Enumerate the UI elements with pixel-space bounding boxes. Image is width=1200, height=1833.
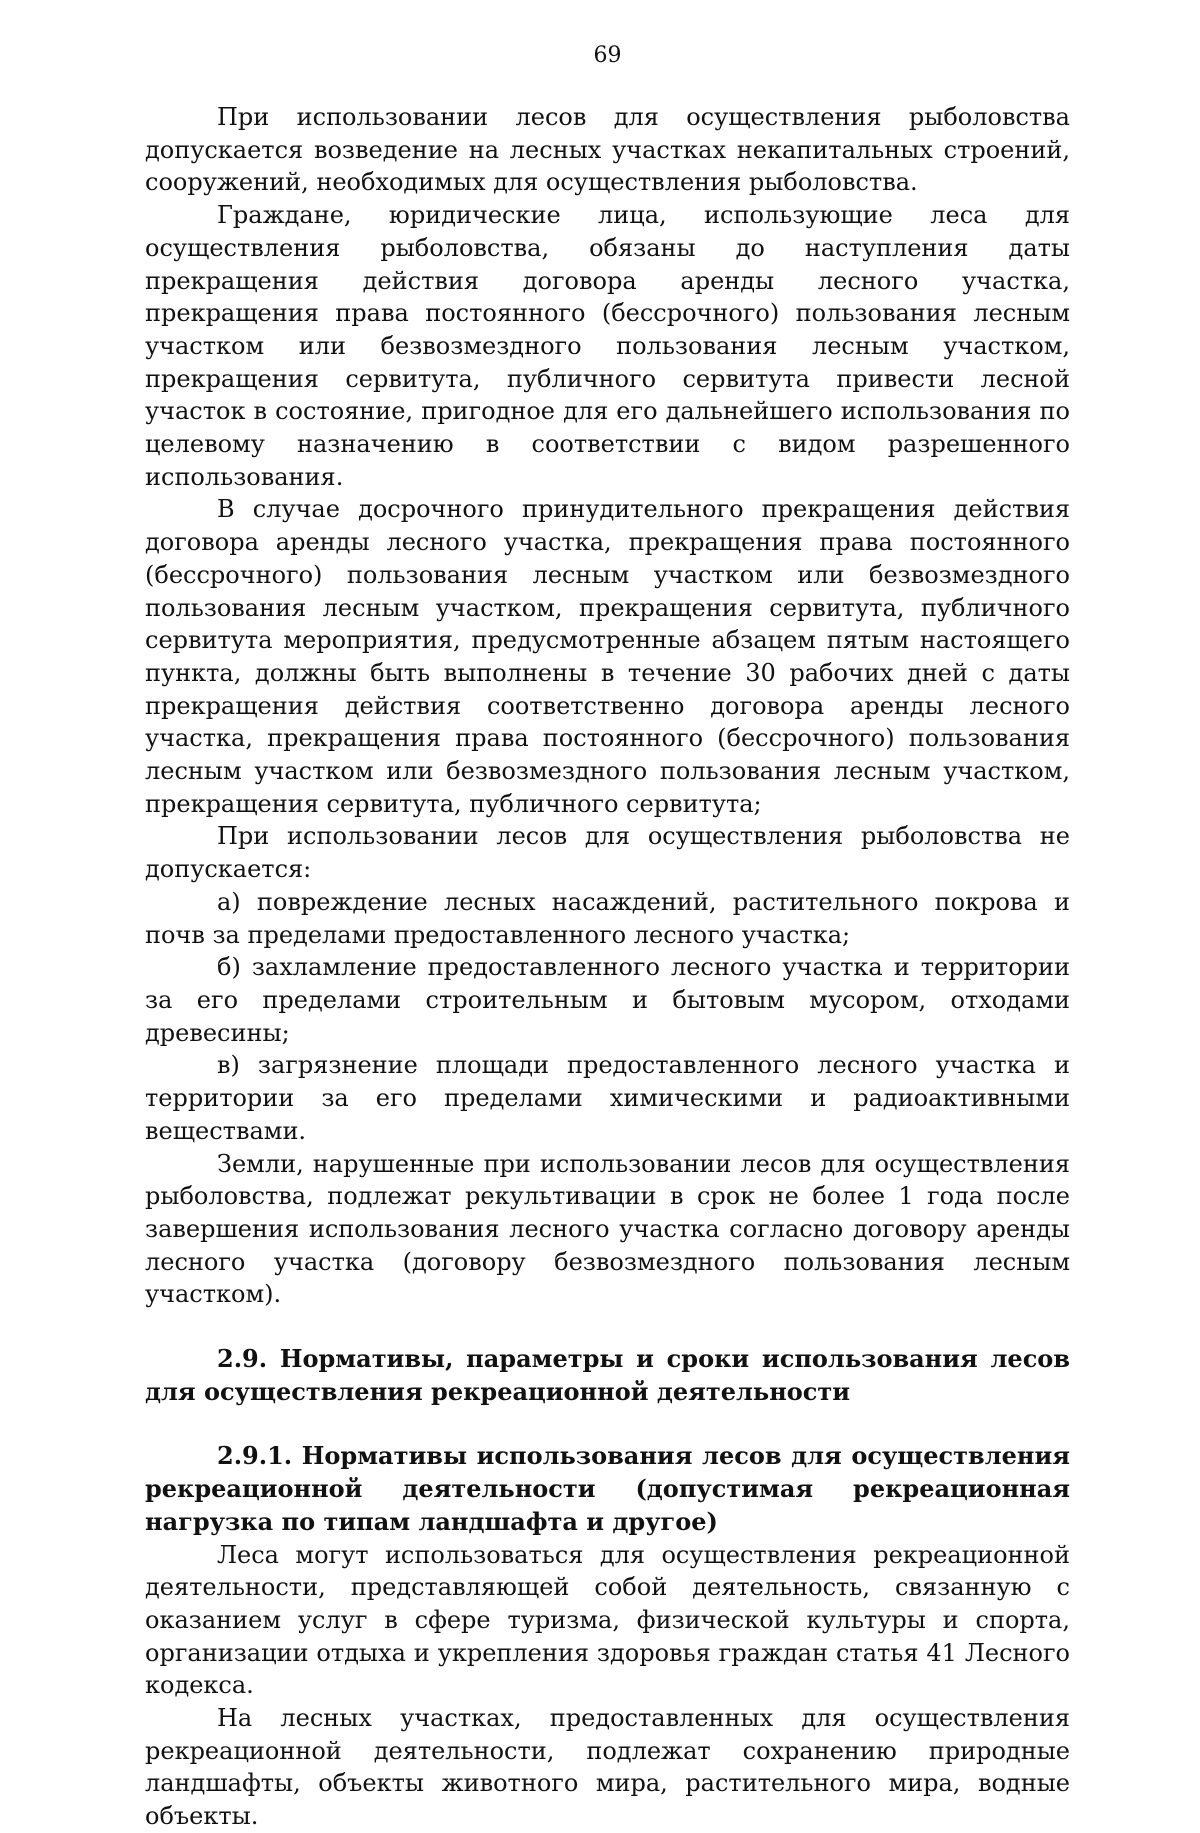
paragraph-fishing-structures: При использовании лесов для осуществления рыболовства допускается возведение на лесных участках некапитальных строений, сооружений, необходимых для осуществления рыболовства. (145, 103, 1070, 197)
paragraph-early-termination: В случае досрочного принудительного прекращения действия договора аренды лесного участка, прекращения права постоянного (бессрочного) пользования лесным участком или безвозмездного пользования лесным участком, прекращения сервитута, публичного сервитута мероприятия, предусмотренные абзацем пятым настоящего пункта, должны быть выполнены в течение 30 рабочих дней с даты прекращения действия соответственно договора аренды лесного участка, прекращения права постоянного (бессрочного) пользования лесным участком или безвозмездного пользования лесным участком, прекращения сервитута, публичного сервитута; (145, 495, 1070, 818)
list-item-b: б) захламление предоставленного лесного участка и территории за его пределами строительным и бытовым мусором, отходами древесины; (145, 953, 1070, 1047)
paragraph-recreation-preservation: На лесных участках, предоставленных для осуществления рекреационной деятельности, подлежат сохранению природные ландшафты, объекты животного мира, растительного мира, водные объекты. (145, 1704, 1070, 1831)
page-number: 69 (593, 43, 622, 68)
section-spacer (145, 1408, 1070, 1440)
list-item-c: в) загрязнение площади предоставленного лесного участка и территории за его пределами химическими и радиоактивными веществами. (145, 1051, 1070, 1145)
section-heading-2-9-1: 2.9.1. Нормативы использования лесов для осуществления рекреационной деятельности (допустимая рекреационная нагрузка по типам ландшафта и другое) (145, 1441, 1070, 1536)
section-heading-2-9: 2.9. Нормативы, параметры и сроки использования лесов для осуществления рекреационной деятельности (145, 1344, 1070, 1406)
paragraph-reclamation: Земли, нарушенные при использовании лесов для осуществления рыболовства, подлежат рекультивации в срок не более 1 года после завершения использования лесного участка согласно договору аренды лесного участка (договору безвозмездного пользования лесным участком). (145, 1149, 1070, 1309)
paragraph-fishing-obligations: Граждане, юридические лица, использующие леса для осуществления рыболовства, обязаны до наступления даты прекращения действия договора аренды лесного участка, прекращения права постоянного (бессрочного) пользования лесным участком или безвозмездного пользования лесным участком, прекращения сервитута, публичного сервитута привести лесной участок в состояние, пригодное для его дальнейшего использования по целевому назначению в соответствии с видом разрешенного использования. (145, 201, 1070, 491)
section-spacer (145, 1311, 1070, 1343)
paragraph-fishing-prohibitions: При использовании лесов для осуществления рыболовства не допускается: (145, 822, 1070, 884)
list-item-a: а) повреждение лесных насаждений, растительного покрова и почв за пределами предоставленного лесного участка; (145, 887, 1070, 949)
paragraph-recreation-definition: Леса могут использоваться для осуществления рекреационной деятельности, представляющей собой деятельность, связанную с оказанием услуг в сфере туризма, физической культуры и спорта, организации отдыха и укрепления здоровья граждан статья 41 Лесного кодекса. (145, 1540, 1070, 1700)
